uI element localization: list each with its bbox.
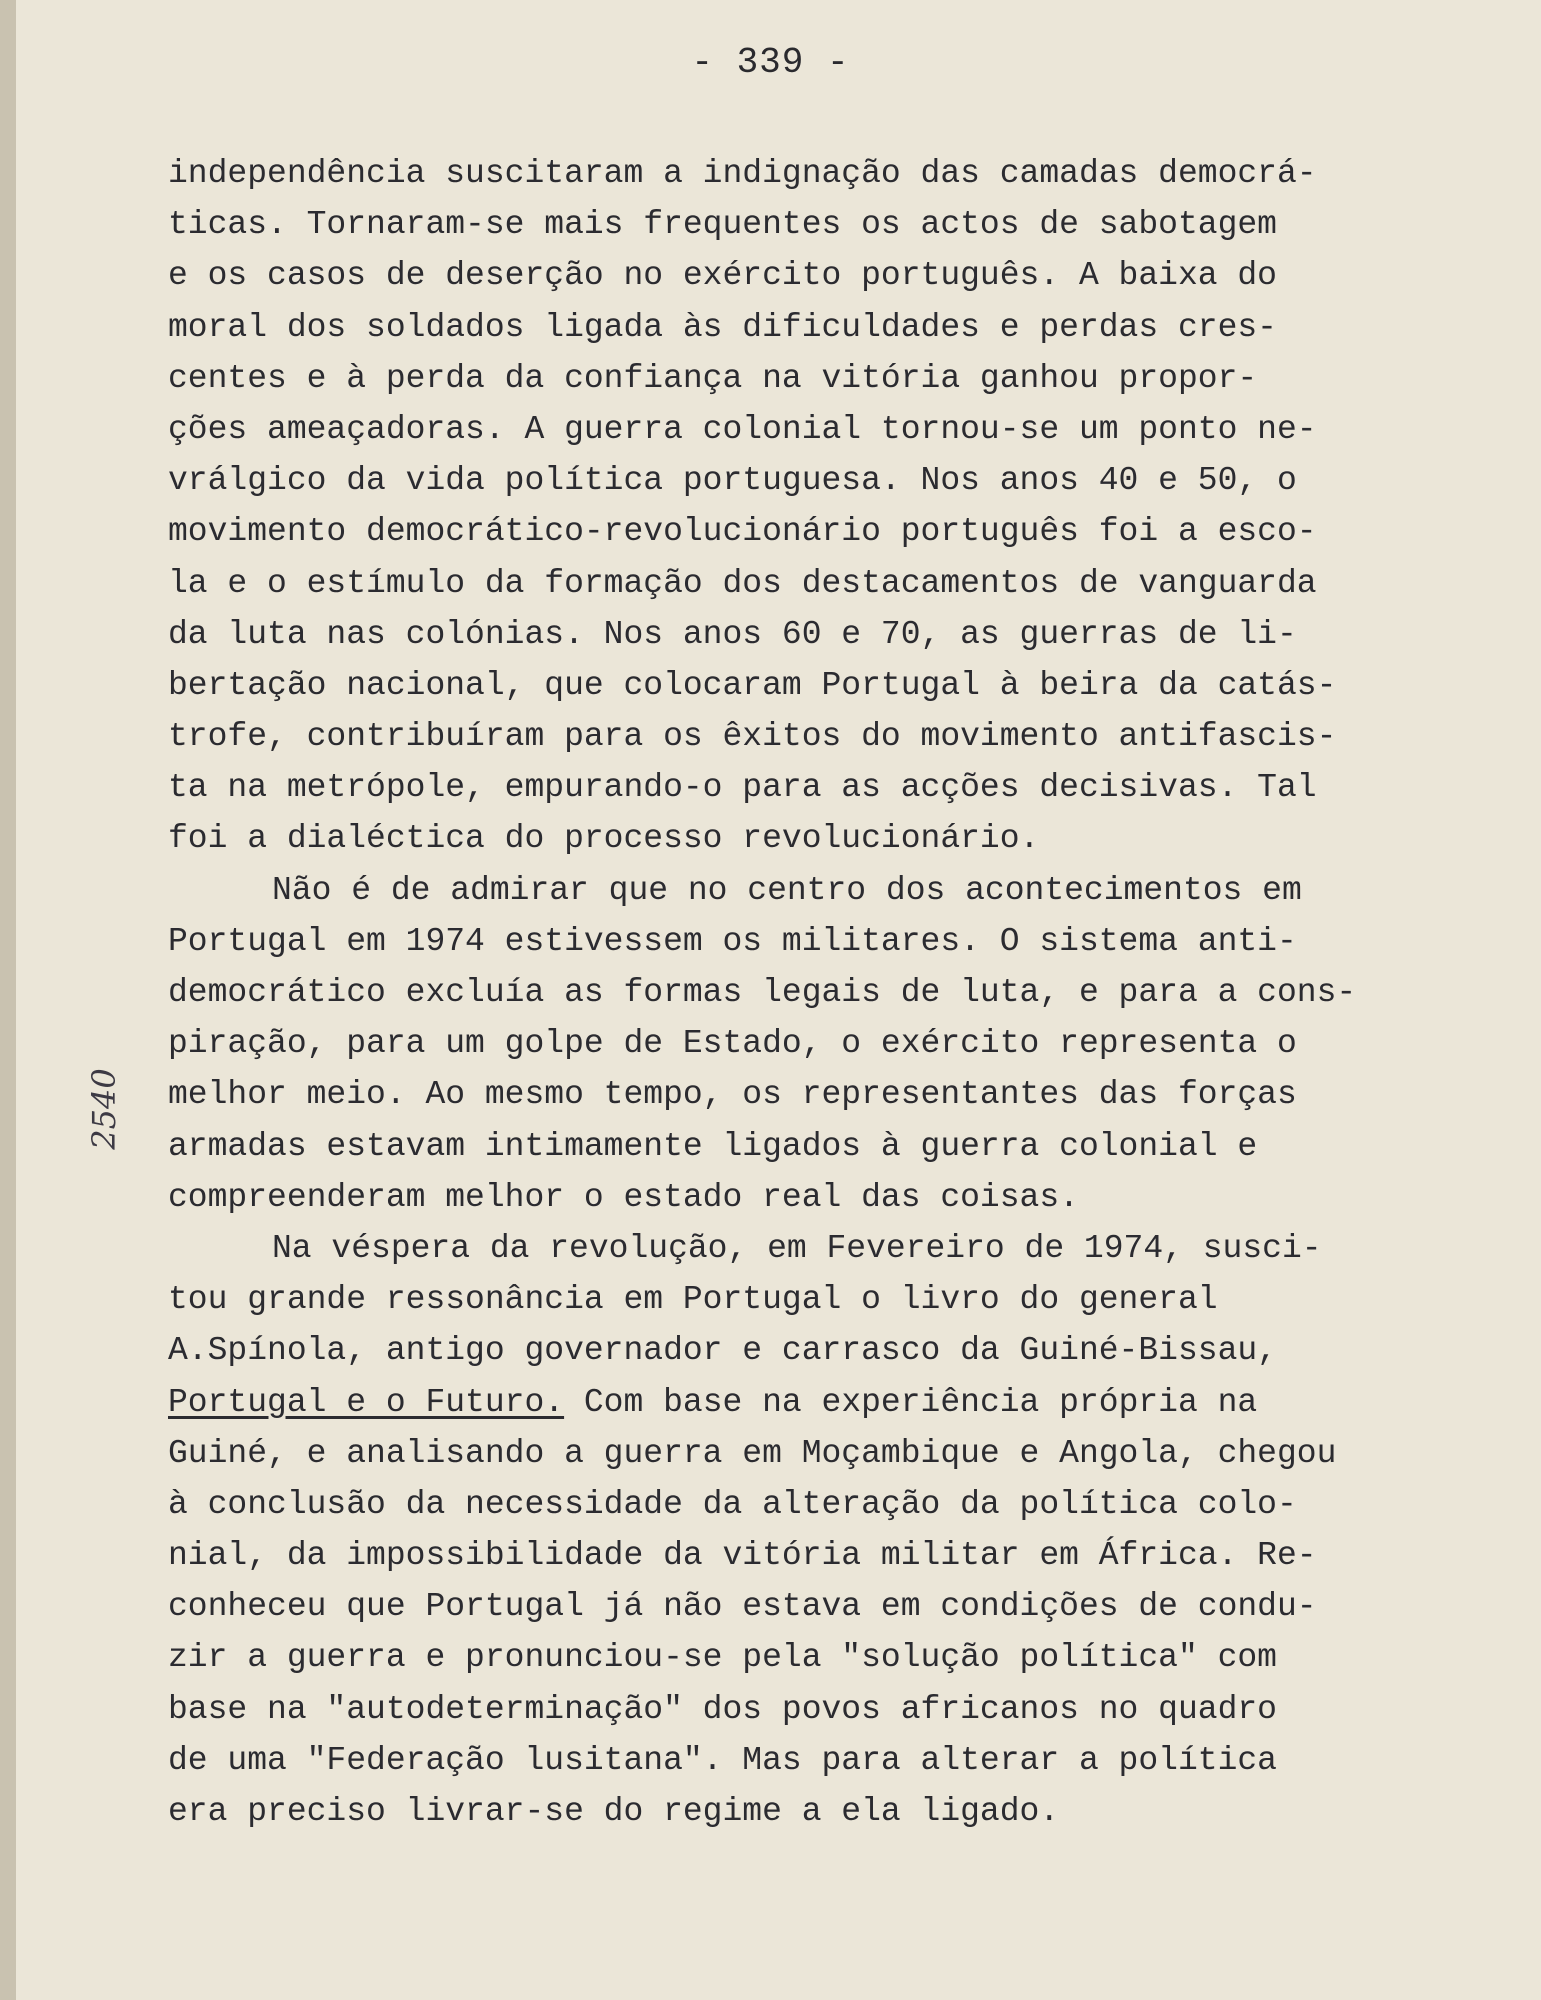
text-line: A.Spínola, antigo governador e carrasco da Guiné-Bissau,: [168, 1332, 1277, 1370]
book-title: Portugal e o Futuro.: [168, 1383, 565, 1421]
text-line: conheceu que Portugal já não estava em condições de condu-: [168, 1588, 1317, 1626]
text-line: tou grande ressonância em Portugal o livro do general: [168, 1281, 1218, 1319]
text-line: zir a guerra e pronunciou-se pela "solução política" com: [168, 1639, 1277, 1677]
text-line: base na "autodeterminação" dos povos africanos no quadro: [168, 1690, 1277, 1728]
text-line: à conclusão da necessidade da alteração da política colo-: [168, 1485, 1297, 1523]
margin-annotation: [74, 1050, 134, 1180]
text-line-rest: Com base na experiência própria na: [564, 1383, 1258, 1421]
text-line: democrático excluía as formas legais de luta, e para a cons-: [168, 974, 1357, 1011]
text-line: Portugal em 1974 estivessem os militares. O sistema anti-: [168, 922, 1297, 960]
text-line: vrálgico da vida política portuguesa. Nos anos 40 e 50, o: [168, 462, 1297, 500]
paragraph-3: [168, 1223, 1408, 1837]
text-line: movimento democrático-revolucionário português foi a esco-: [168, 513, 1317, 551]
text-line: ções ameaçadoras. A guerra colonial tornou-se um ponto ne-: [168, 410, 1317, 448]
text-line: independência suscitaram a indignação das camadas democrá-: [168, 155, 1317, 192]
page-number: - 339 -: [691, 42, 850, 83]
text-line: era preciso livrar-se do regime a ela ligado.: [168, 1793, 1060, 1830]
text-line: trofe, contribuíram para os êxitos do movimento antifascis-: [168, 718, 1337, 756]
text-line: Guiné, e analisando a guerra em Moçambique e Angola, chegou: [168, 1434, 1337, 1472]
text-line-with-title: [168, 1377, 1408, 1428]
paragraph-2: [168, 865, 1408, 1223]
text-line: bertação nacional, que colocaram Portugal à beira da catás-: [168, 666, 1337, 704]
text-line: centes e à perda da confiança na vitória ganhou propor-: [168, 359, 1258, 397]
text-line: da luta nas colónias. Nos anos 60 e 70, as guerras de li-: [168, 615, 1297, 653]
text-line: melhor meio. Ao mesmo tempo, os representantes das forças: [168, 1076, 1297, 1114]
text-line: moral dos soldados ligada às dificuldades e perdas cres-: [168, 308, 1277, 346]
text-line: foi a dialéctica do processo revolucionário.: [168, 820, 1040, 858]
body-text: [168, 148, 1408, 1837]
margin-annotation-text: 2540: [85, 1068, 123, 1150]
text-line: Na véspera da revolução, em Fevereiro de 1974, susci-: [272, 1229, 1322, 1267]
text-line: de uma "Federação lusitana". Mas para alterar a política: [168, 1741, 1277, 1779]
text-line: ta na metrópole, empurando-o para as acções decisivas. Tal: [168, 769, 1317, 807]
text-line: nial, da impossibilidade da vitória militar em África. Re-: [168, 1537, 1317, 1575]
text-line: piração, para um golpe de Estado, o exército representa o: [168, 1025, 1297, 1063]
text-line: ticas. Tornaram-se mais frequentes os actos de sabotagem: [168, 206, 1277, 244]
paragraph-1: [168, 148, 1408, 865]
text-line: armadas estavam intimamente ligados à guerra colonial e: [168, 1127, 1258, 1165]
text-line: Não é de admirar que no centro dos acontecimentos em: [272, 871, 1302, 909]
text-line: la e o estímulo da formação dos destacamentos de vanguarda: [168, 564, 1317, 602]
text-line: compreenderam melhor o estado real das coisas.: [168, 1178, 1079, 1216]
text-line: e os casos de deserção no exército português. A baixa do: [168, 257, 1277, 295]
page-edge-shadow: [0, 0, 16, 2000]
